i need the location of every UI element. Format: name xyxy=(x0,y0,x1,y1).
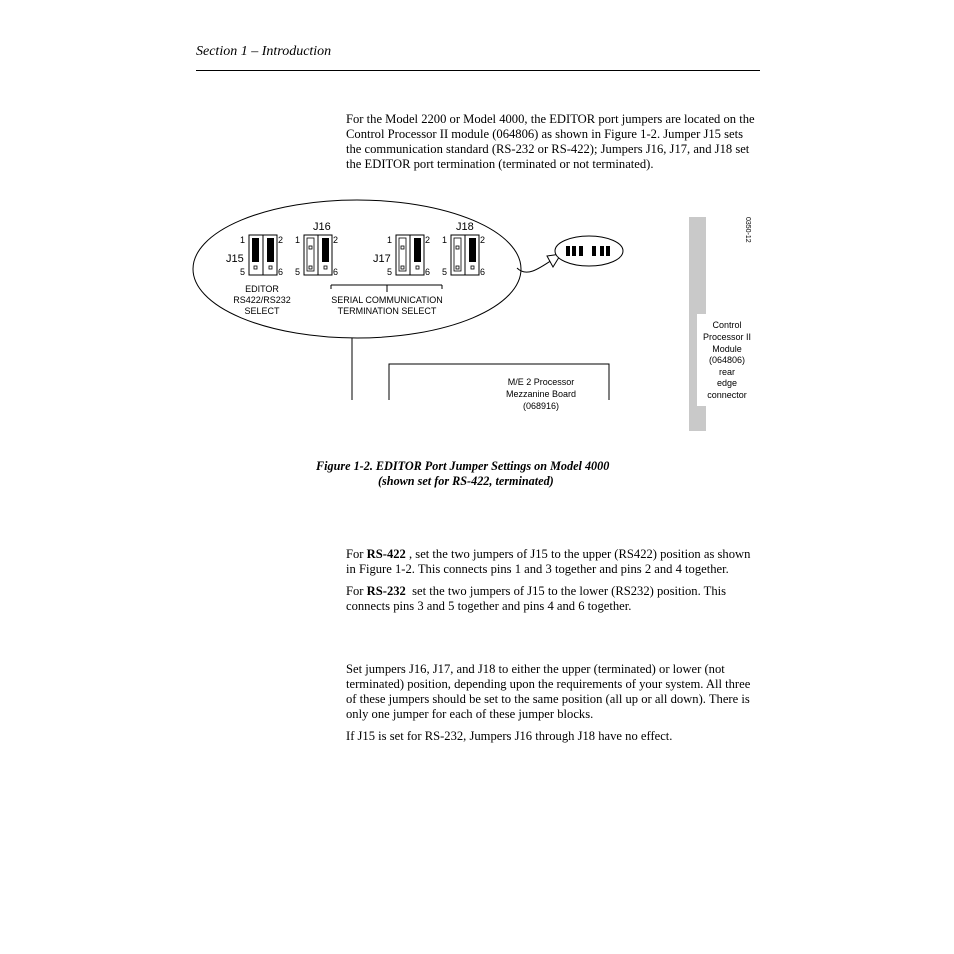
serial-label: TERMINATION SELECT xyxy=(337,306,437,316)
pin-label: 6 xyxy=(425,267,431,277)
editor-label: EDITOR xyxy=(245,284,279,294)
rs232-term: RS-232 xyxy=(366,584,406,598)
rs422-term: RS-422 xyxy=(366,547,406,561)
pin-label: 6 xyxy=(278,267,284,277)
mezzanine-label: Mezzanine Board xyxy=(505,389,577,399)
figure-caption xyxy=(316,459,736,489)
pin-label: 5 xyxy=(387,267,393,277)
cp-label: edge xyxy=(716,378,738,388)
rs422-text: , set the two jumpers of J15 to the upper (RS422) position as shown in Figure 1-2. This connects pins 1 and 3 together and pins 2 and 4 together. xyxy=(346,547,751,576)
mezzanine-label: (068916) xyxy=(522,401,560,411)
intro-paragraph: For the Model 2200 or Model 4000, the EDITOR port jumpers are located on the Control Processor II module (064806) as shown in Figure 1-2. Jumper J15 sets the communication standard (RS-232 or RS-422); Jumpers J16, J17, and J18 set the EDITOR port termination (terminated or not terminated). xyxy=(346,112,755,171)
j16-label: J16 xyxy=(313,221,331,233)
pin-label: 2 xyxy=(425,235,431,245)
termination-paragraph: Set jumpers J16, J17, and J18 to either the upper (terminated) or lower (not terminated) position, depending upon the requirements of your system. All three of these jumpers should be set to the same position (all up or all down). There is only one jumper for each of these jumper blocks. xyxy=(346,662,751,721)
cp-label: connector xyxy=(707,390,747,400)
rs232-prefix: For xyxy=(346,584,367,598)
caption-line-1: Figure 1-2. EDITOR Port Jumper Settings on Model 4000 xyxy=(316,459,610,473)
cp-label: Control xyxy=(712,320,742,330)
j18-label: J18 xyxy=(456,221,474,233)
cp-label: Module xyxy=(712,344,742,354)
pin-label: 6 xyxy=(480,267,486,277)
pin-label: 2 xyxy=(480,235,486,245)
no-effect-paragraph: If J15 is set for RS-232, Jumpers J16 through J18 have no effect. xyxy=(346,729,673,743)
cp-label: Processor II xyxy=(702,332,752,342)
j17-label: J17 xyxy=(373,253,391,265)
pin-label: 1 xyxy=(240,235,246,245)
cp-label: (064806) xyxy=(708,355,746,365)
pin-label: 2 xyxy=(278,235,284,245)
pin-label: 5 xyxy=(295,267,301,277)
caption-line-2: (shown set for RS-422, terminated) xyxy=(378,474,554,488)
j17-jumper-block xyxy=(396,235,424,275)
j15-label: J15 xyxy=(226,253,244,265)
serial-label: SERIAL COMMUNICATION xyxy=(331,295,443,305)
pin-label: 1 xyxy=(295,235,301,245)
rs422-prefix: For xyxy=(346,547,367,561)
editor-label: RS422/RS232 xyxy=(233,295,291,305)
pin-label: 6 xyxy=(333,267,339,277)
figure-code: 0350-12 xyxy=(744,217,751,243)
rs232-paragraph xyxy=(346,584,760,614)
j18-jumper-block xyxy=(451,235,479,275)
rs422-paragraph xyxy=(346,547,760,577)
pin-label: 5 xyxy=(240,267,246,277)
j15-jumper-block xyxy=(249,235,277,275)
pin-label: 5 xyxy=(442,267,448,277)
mezzanine-label: M/E 2 Processor xyxy=(507,377,575,387)
section-header: Section 1 – Introduction xyxy=(196,44,332,59)
pin-label: 1 xyxy=(442,235,448,245)
j16-jumper-block xyxy=(304,235,332,275)
cp-label: rear xyxy=(718,367,736,377)
pin-label: 1 xyxy=(387,235,393,245)
rs232-text: set the two jumpers of J15 to the lower (RS232) position. This connects pins 3 and 5 together and pins 4 and 6 together. xyxy=(346,584,730,613)
pin-label: 2 xyxy=(333,235,339,245)
editor-label: SELECT xyxy=(244,306,280,316)
small-jumper-oval xyxy=(555,236,623,266)
